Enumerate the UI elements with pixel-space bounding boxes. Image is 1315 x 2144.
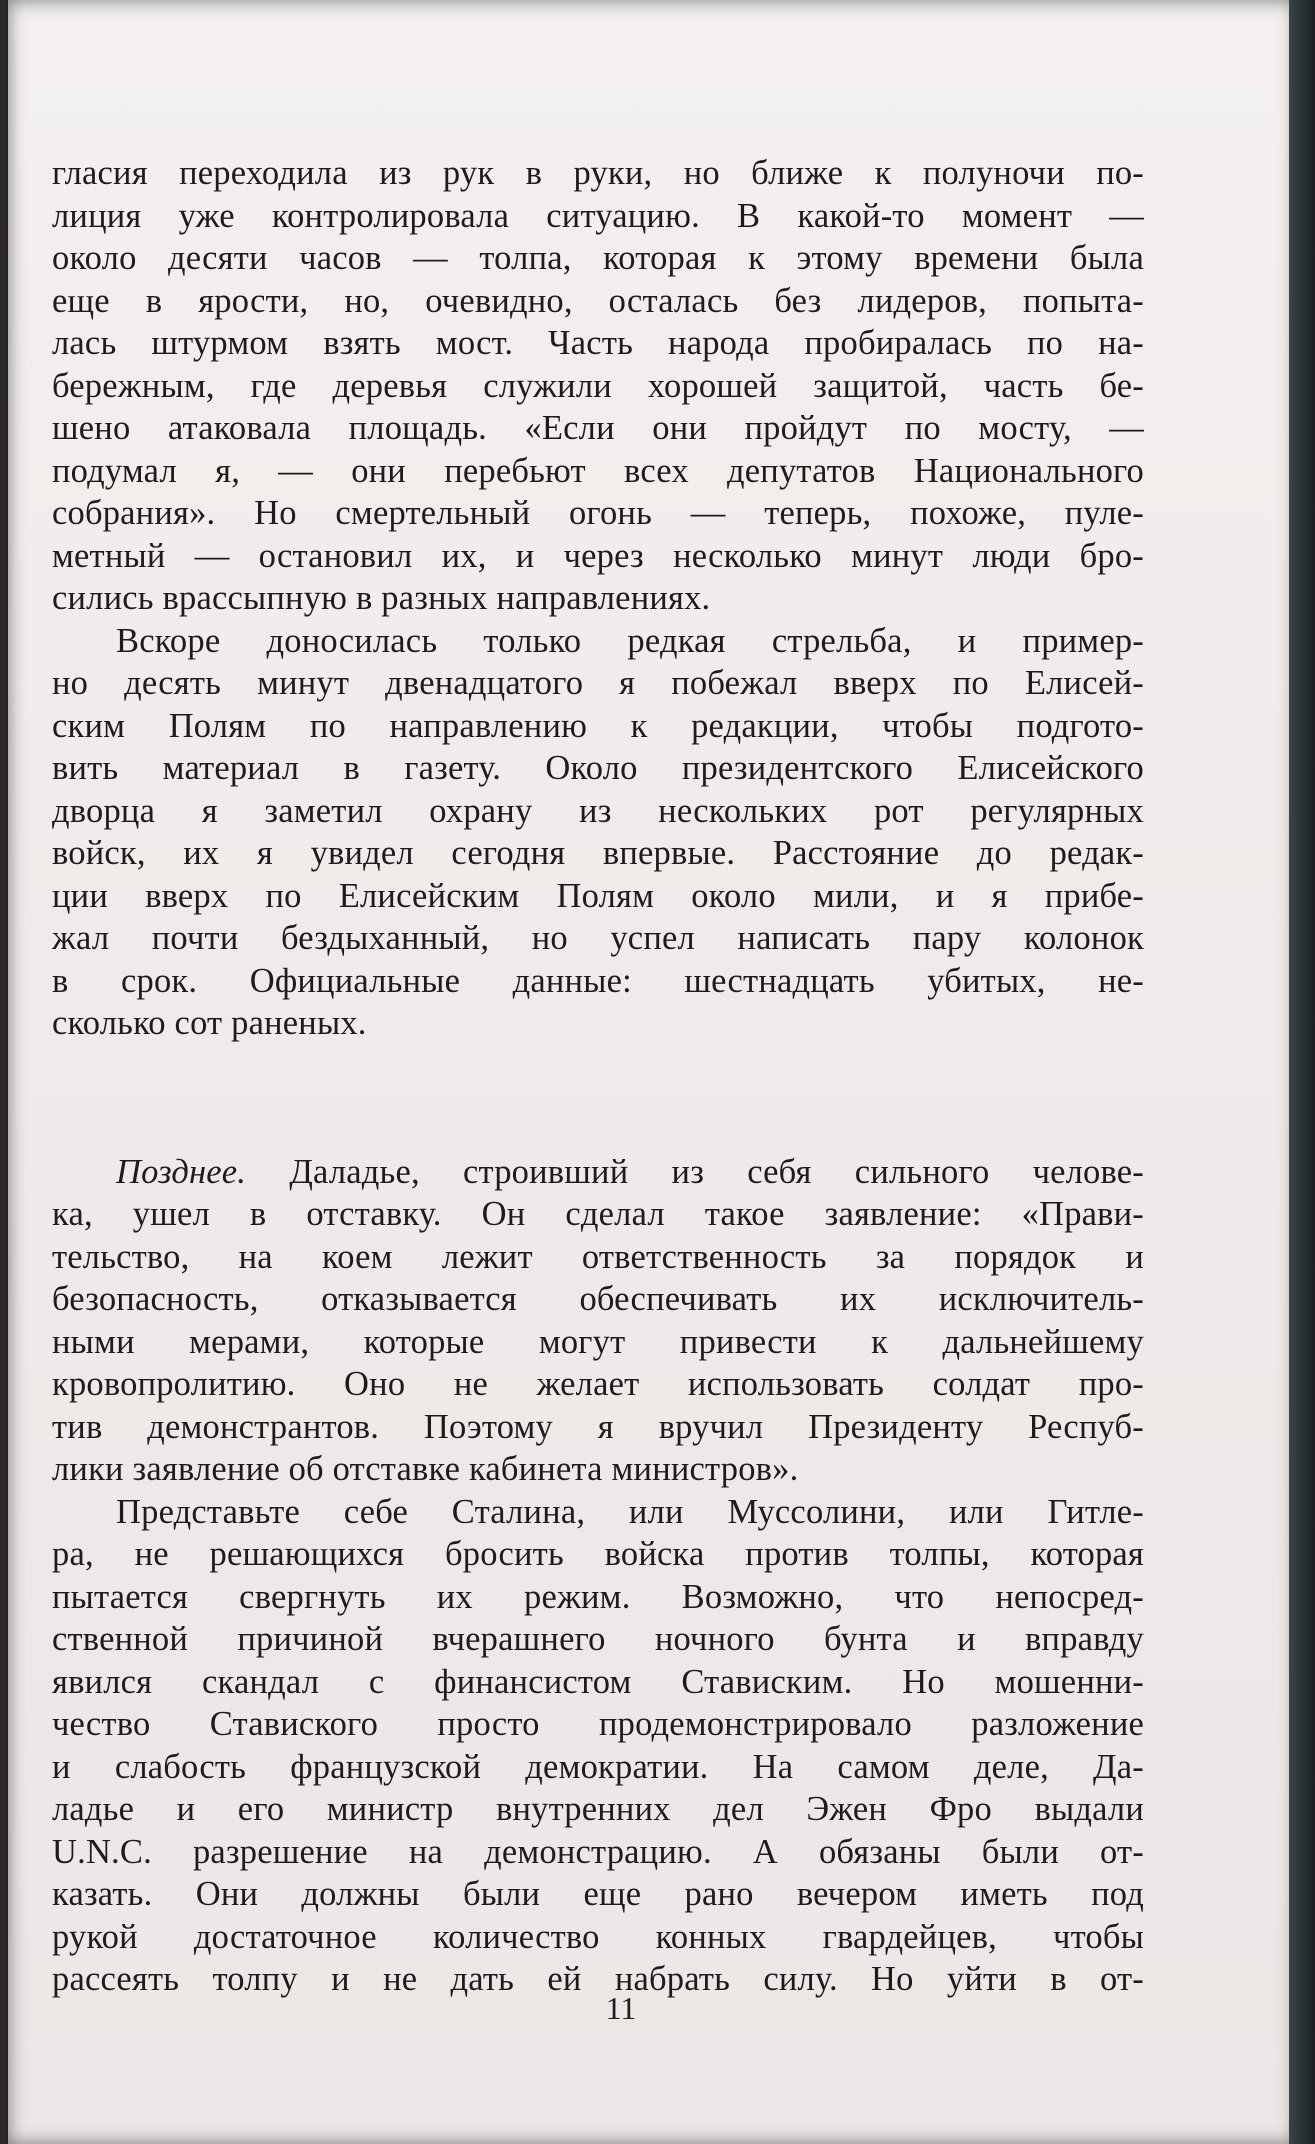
- text-line: ции вверх по Елисейским Полям около мили, и я прибе-: [52, 876, 1144, 915]
- text-line: тив демонстрантов. Поэтому я вручил Президенту Респуб-: [52, 1407, 1144, 1446]
- text-line: дворца я заметил охрану из нескольких рот регулярных: [52, 791, 1144, 830]
- text-line: сколько сот раненых.: [52, 1004, 367, 1042]
- text-line: ским Полям по направлению к редакции, чтобы подгото-: [52, 706, 1144, 745]
- text-line: гласия переходила из рук в руки, но ближе к полуночи по-: [52, 154, 1144, 192]
- text-line: рукой достаточное количество конных гвардейцев, чтобы: [52, 1917, 1144, 1956]
- text-line: метный — остановил их, и через несколько минут люди бро-: [52, 536, 1144, 575]
- text-line: лики заявление об отставке кабинета министров».: [52, 1450, 799, 1488]
- text-line: ными мерами, которые могут привести к дальнейшему: [52, 1322, 1144, 1361]
- text-line: лась штурмом взять мост. Часть народа пробиралась по на-: [52, 324, 1144, 362]
- background-edge: [1289, 0, 1315, 2144]
- paragraph-3: [52, 1151, 1144, 1491]
- text-line: Представьте себе Сталина, или Муссолини, или Гитле-: [116, 1492, 1144, 1531]
- section-gap: [52, 1045, 1144, 1151]
- text-line: Вскоре доносилась только редкая стрельба, и пример-: [116, 621, 1144, 660]
- text-line: шено атаковала площадь. «Если они пройдут по мосту, —: [52, 409, 1144, 447]
- text-line: ственной причиной вчерашнего ночного бунта и вправду: [52, 1620, 1144, 1658]
- page-number: 11: [605, 1990, 637, 2026]
- text-line: безопасность, отказывается обеспечивать их исключитель-: [52, 1280, 1144, 1318]
- body-text: [52, 152, 1144, 2001]
- text-line: сились врассыпную в разных направлениях.: [52, 579, 711, 617]
- text-line: в срок. Официальные данные: шестнадцать убитых, не-: [52, 961, 1144, 1000]
- paragraph-4: [52, 1491, 1144, 2001]
- text-line: рассеять толпу и не дать ей набрать силу. Но уйти в от-: [52, 1960, 1144, 1998]
- text-line: вить материал в газету. Около президентского Елисейского: [52, 749, 1144, 787]
- text-line: ладье и его министр внутренних дел Эжен Фро выдали: [52, 1790, 1144, 1828]
- italic-lead-word: Позднее.: [116, 1152, 247, 1191]
- text-segment: Даладье, строивший из себя сильного челове-: [246, 1152, 1144, 1191]
- text-line: еще в ярости, но, очевидно, осталась без лидеров, попыта-: [52, 281, 1144, 320]
- text-line: ка, ушел в отставку. Он сделал такое заявление: «Прави-: [52, 1195, 1144, 1233]
- text-line: подумал я, — они перебьют всех депутатов Национального: [52, 451, 1144, 490]
- text-line: пытается свергнуть их режим. Возможно, что непосред-: [52, 1577, 1144, 1616]
- text-line: казать. Они должны были еще рано вечером иметь под: [52, 1875, 1144, 1913]
- text-line: собрания». Но смертельный огонь — теперь, похоже, пуле-: [52, 494, 1144, 532]
- text-line: ра, не решающихся бросить войска против толпы, которая: [52, 1535, 1144, 1573]
- text-line: лиция уже контролировала ситуацию. В какой-то момент —: [52, 196, 1144, 235]
- text-line: и слабость французской демократии. На самом деле, Да-: [52, 1747, 1144, 1786]
- text-line: тельство, на коем лежит ответственность за порядок и: [52, 1237, 1144, 1276]
- text-line: чество Ставиского просто продемонстрировало разложение: [52, 1705, 1144, 1743]
- text-line: около десяти часов — толпа, которая к этому времени была: [52, 239, 1144, 277]
- text-line: [52, 1151, 1144, 1194]
- paragraph-2: [52, 620, 1144, 1045]
- text-line: U.N.C. разрешение на демонстрацию. А обязаны были от-: [52, 1832, 1144, 1871]
- book-page: [8, 0, 1296, 2144]
- text-line: бережным, где деревья служили хорошей защитой, часть бе-: [52, 366, 1144, 405]
- text-line: жал почти бездыханный, но успел написать пару колонок: [52, 919, 1144, 957]
- text-line: войск, их я увидел сегодня впервые. Расстояние до редак-: [52, 834, 1144, 872]
- text-line: кровопролитию. Оно не желает использовать солдат про-: [52, 1365, 1144, 1403]
- text-line: явился скандал с финансистом Стависким. Но мошенни-: [52, 1662, 1144, 1701]
- text-line: но десять минут двенадцатого я побежал вверх по Елисей-: [52, 664, 1144, 702]
- paragraph-1: [52, 152, 1144, 620]
